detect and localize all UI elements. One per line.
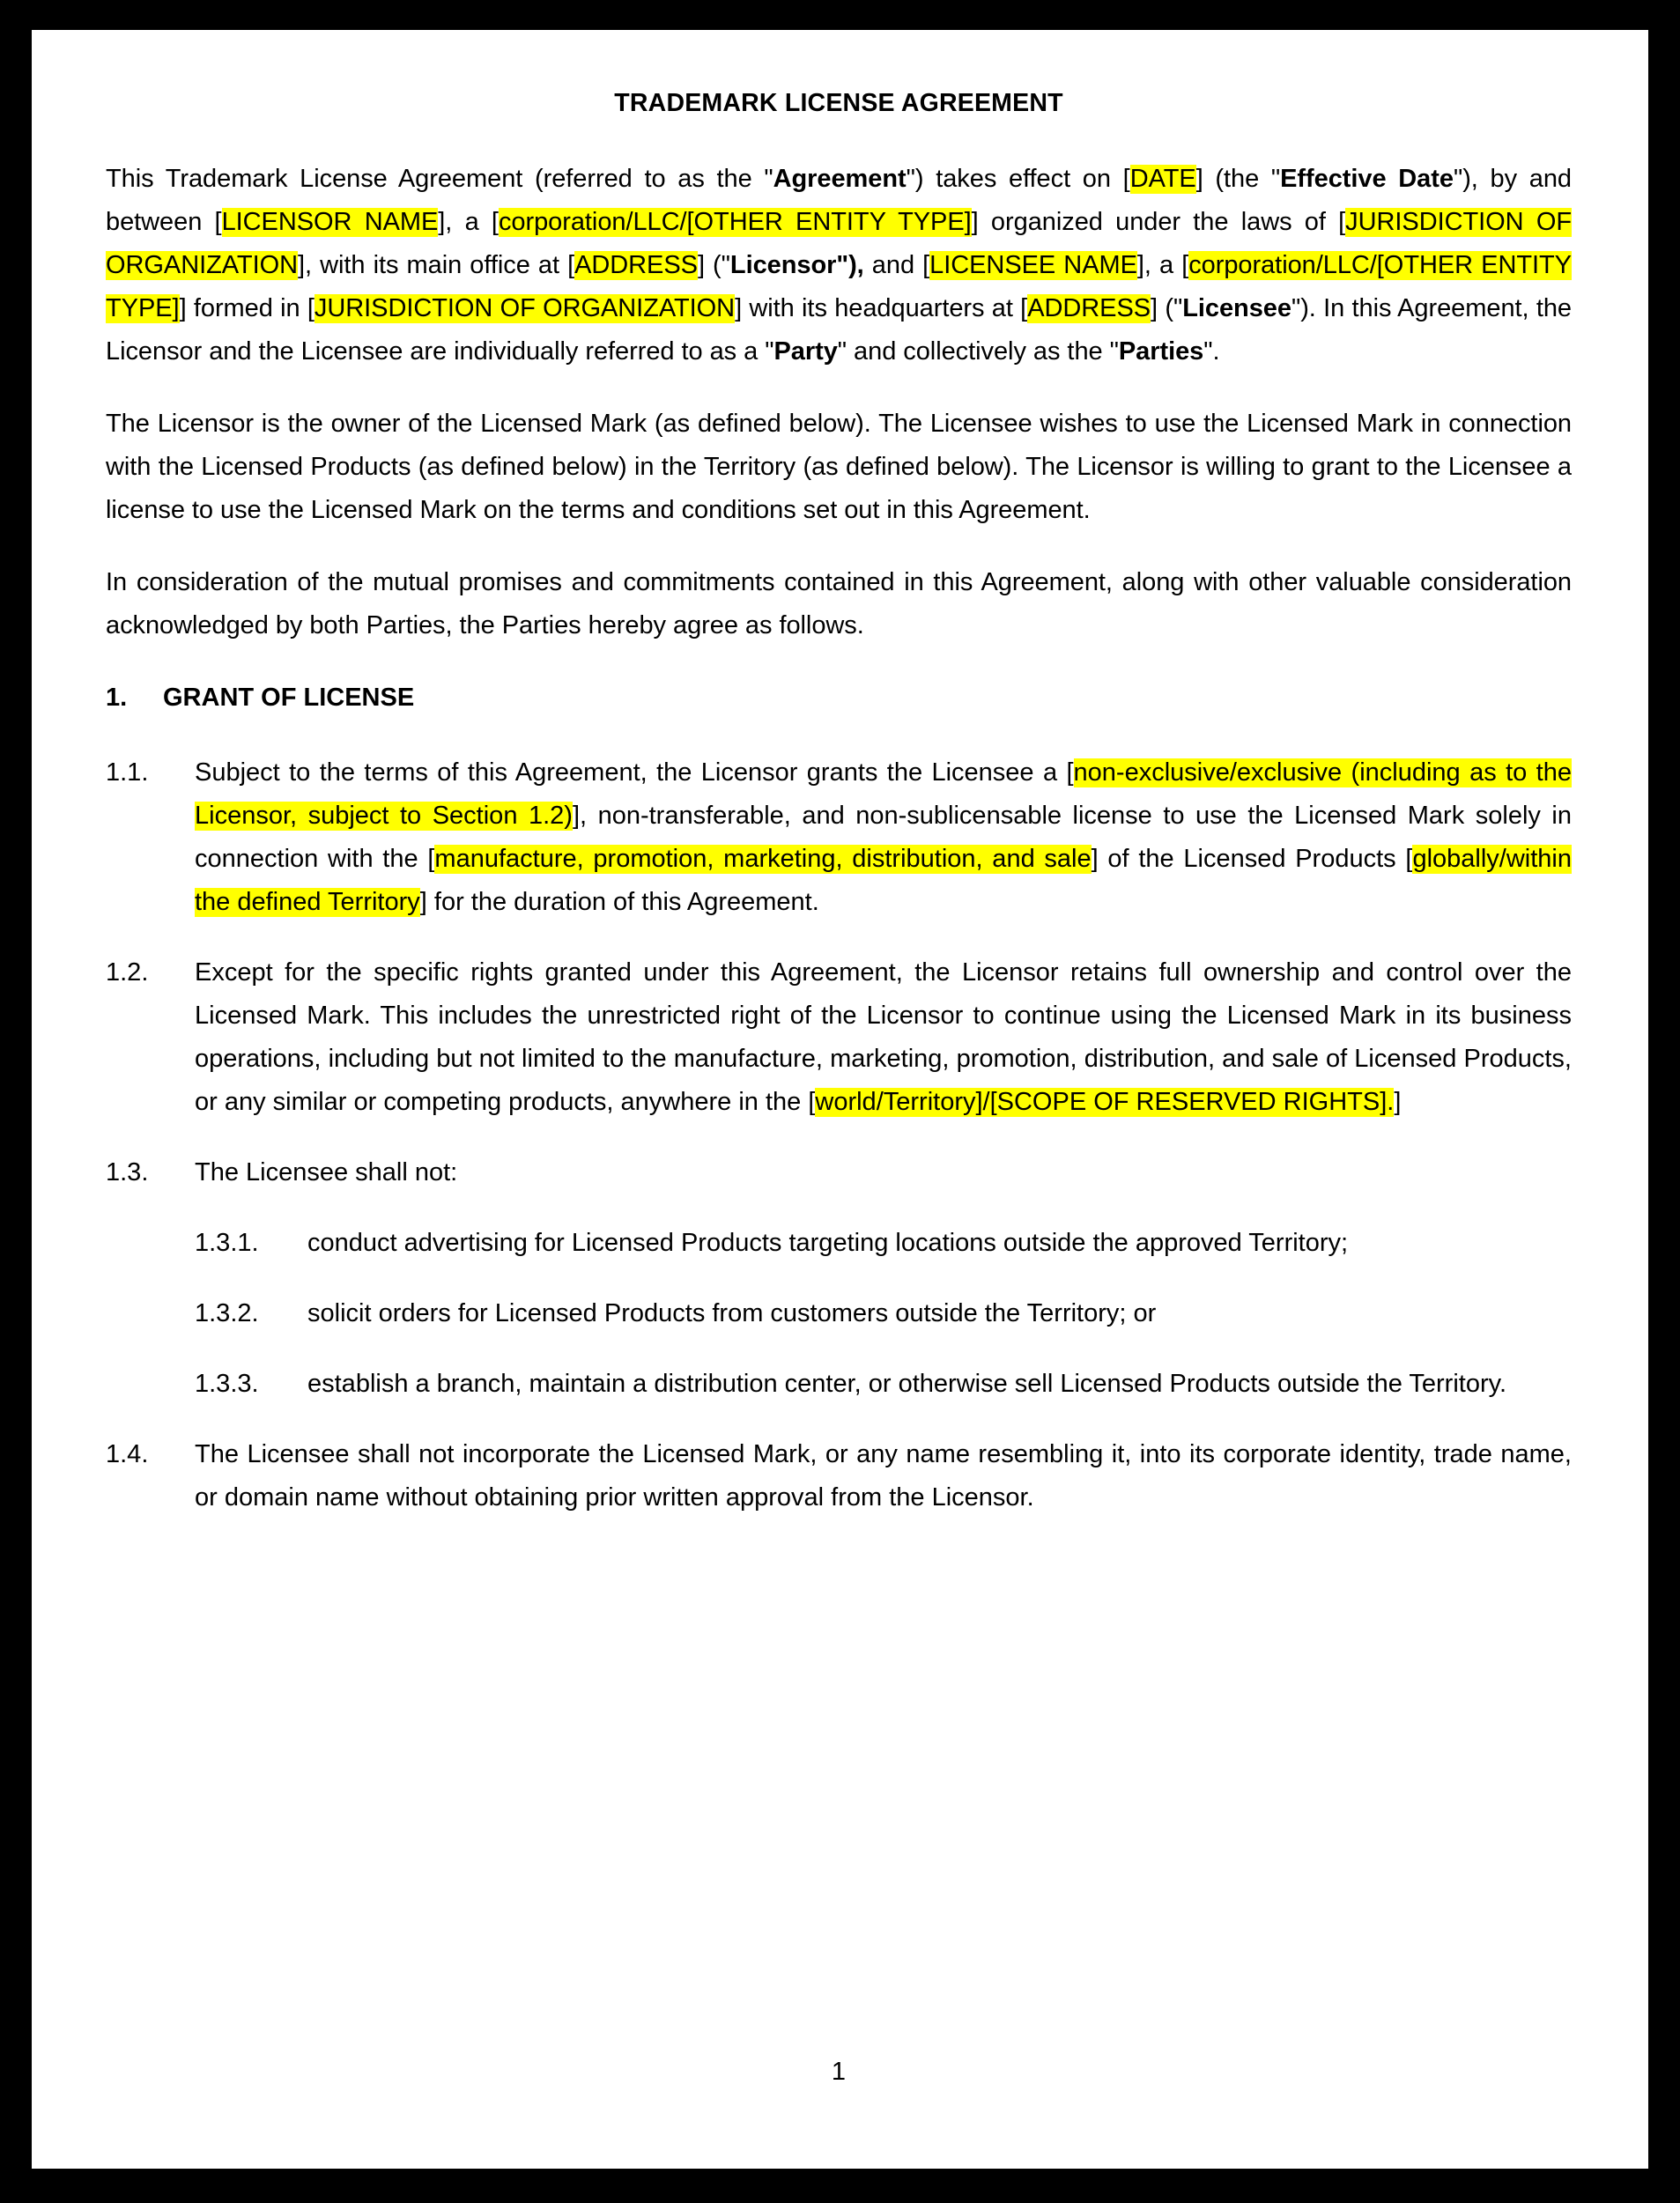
preamble-paragraph-parties <box>106 158 1572 373</box>
preamble-text: ] (" <box>697 250 730 279</box>
preamble-text: ], with its main office at [ <box>297 250 575 279</box>
subclause-text: establish a branch, maintain a distribution center, or otherwise sell Licensed Products outside the Territory. <box>307 1369 1507 1398</box>
clause-text: The Licensee shall not incorporate the Licensed Mark, or any name resembling it, into its corporate identity, trade name, or domain name without obtaining prior written approval from the Licensor. <box>195 1439 1572 1512</box>
section-heading-grant-of-license <box>106 676 1572 720</box>
clause-1-3 <box>106 1151 1572 1194</box>
clause-number: 1.2. <box>106 957 149 987</box>
placeholder-licensor-name: LICENSOR NAME <box>221 207 439 236</box>
preamble-text: ], a [ <box>1136 250 1189 279</box>
placeholder-licensee-address: ADDRESS <box>1027 293 1151 322</box>
clause-1-4 <box>106 1433 1572 1519</box>
placeholder-permitted-activities: manufacture, promotion, marketing, distribution, and sale <box>434 844 1092 873</box>
subclause-text: conduct advertising for Licensed Products targeting locations outside the approved Territory; <box>307 1228 1349 1257</box>
defined-term-agreement: Agreement <box>773 164 907 193</box>
clause-number: 1.1. <box>106 758 149 787</box>
placeholder-licensor-entity-type: corporation/LLC/[OTHER ENTITY TYPE] <box>498 207 972 236</box>
preamble-text: ] with its headquarters at [ <box>735 293 1028 322</box>
placeholder-licensor-jurisdiction: JURISDICTION OF ORGANIZATION <box>106 207 1573 279</box>
clause-1-2 <box>106 951 1572 1124</box>
document-title: TRADEMARK LICENSE AGREEMENT <box>614 89 1063 117</box>
placeholder-licensee-name: LICENSEE NAME <box>929 250 1137 279</box>
preamble-text: "), by and between [ <box>106 164 1572 236</box>
preamble-text: "). In this Agreement, the Licensor and the Licensee are individually referred to as a " <box>106 293 1573 366</box>
preamble-text: ") takes effect on [ <box>906 164 1130 193</box>
defined-term-licensor: Licensor"), <box>729 250 864 279</box>
preamble-text: " and collectively as the " <box>837 336 1119 366</box>
clause-text-fragment: ], non-transferable, and non-sublicensable license to use the Licensed Mark solely in connection with the [ <box>195 801 1572 873</box>
clause-text-fragment: ] of the Licensed Products [ <box>1091 844 1413 873</box>
preamble-paragraph-consideration: In consideration of the mutual promises and commitments contained in this Agreement, along with other valuable consideration acknowledged by both Parties, the Parties hereby agree as follows. <box>106 567 1572 639</box>
subclause-text: solicit orders for Licensed Products from customers outside the Territory; or <box>307 1298 1157 1327</box>
preamble-text: ], a [ <box>438 207 499 236</box>
clause-text-fragment: Subject to the terms of this Agreement, the Licensor grants the Licensee a [ <box>195 758 1074 787</box>
defined-term-effective-date: Effective Date <box>1280 164 1454 193</box>
subclause-number: 1.3.2. <box>195 1298 259 1327</box>
placeholder-exclusivity: non-exclusive/exclusive (including as to the Licensor, subject to Section 1.2) <box>195 758 1572 830</box>
placeholder-licensee-entity-type: corporation/LLC/[OTHER ENTITY TYPE] <box>106 250 1572 322</box>
defined-term-party: Party <box>773 336 838 366</box>
document-body <box>106 88 1573 2086</box>
defined-term-parties: Parties <box>1118 336 1204 366</box>
preamble-text: and [ <box>863 250 930 279</box>
clause-1-3-3 <box>106 1363 1572 1406</box>
preamble-text: ] (the " <box>1195 164 1281 193</box>
clause-text: The Licensee shall not: <box>195 1157 458 1187</box>
placeholder-licensor-address: ADDRESS <box>574 250 698 279</box>
clause-number: 1.4. <box>106 1439 149 1468</box>
defined-term-licensee: Licensee <box>1182 293 1291 322</box>
clause-text <box>195 951 1572 1124</box>
section-number: 1. <box>106 683 128 712</box>
clause-text-fragment: ] for the duration of this Agreement. <box>419 887 819 916</box>
clause-1-3-1 <box>106 1222 1572 1265</box>
preamble-text: ] (" <box>1151 293 1183 322</box>
preamble-text: ". <box>1203 336 1220 366</box>
document-page-sheet <box>32 30 1648 2169</box>
placeholder-date: DATE <box>1129 164 1196 193</box>
clause-number: 1.3. <box>106 1157 149 1187</box>
subclause-number: 1.3.1. <box>195 1228 259 1257</box>
placeholder-licensee-jurisdiction: JURISDICTION OF ORGANIZATION <box>314 293 736 322</box>
placeholder-reserved-rights-scope: world/Territory]/[SCOPE OF RESERVED RIGHTS]. <box>815 1087 1395 1116</box>
clause-text-fragment: ] <box>1394 1087 1402 1116</box>
placeholder-territory-scope: globally/within the defined Territory <box>195 844 1572 916</box>
section-title: GRANT OF LICENSE <box>163 683 415 712</box>
preamble-text: ] formed in [ <box>179 293 315 322</box>
preamble-text: This Trademark License Agreement (referred to as the " <box>106 164 773 193</box>
clause-text-fragment: Except for the specific rights granted under this Agreement, the Licensor retains full ownership and control over the Licensed Mark. This includes the unrestricted right of the Licensor to continue using the Licensed Mark in its business operations, including but not limited to the manufacture, marketing, promotion, distribution, and sale of Licensed Products, or any similar or competing products, anywhere in the [ <box>195 957 1572 1116</box>
page-number-footer: 1 <box>831 2058 847 2086</box>
preamble-paragraph-ownership: The Licensor is the owner of the Licensed Mark (as defined below). The Licensee wishes to use the Licensed Mark in connection with the Licensed Products (as defined below) in the Territory (as defined below). The Licensor is willing to grant to the Licensee a license to use the Licensed Mark on the terms and conditions set out in this Agreement. <box>106 409 1572 524</box>
clause-text <box>195 751 1572 924</box>
subclause-number: 1.3.3. <box>195 1369 259 1398</box>
clause-1-3-2 <box>106 1292 1572 1335</box>
preamble-text: ] organized under the laws of [ <box>971 207 1346 236</box>
clause-1-1 <box>106 751 1572 924</box>
